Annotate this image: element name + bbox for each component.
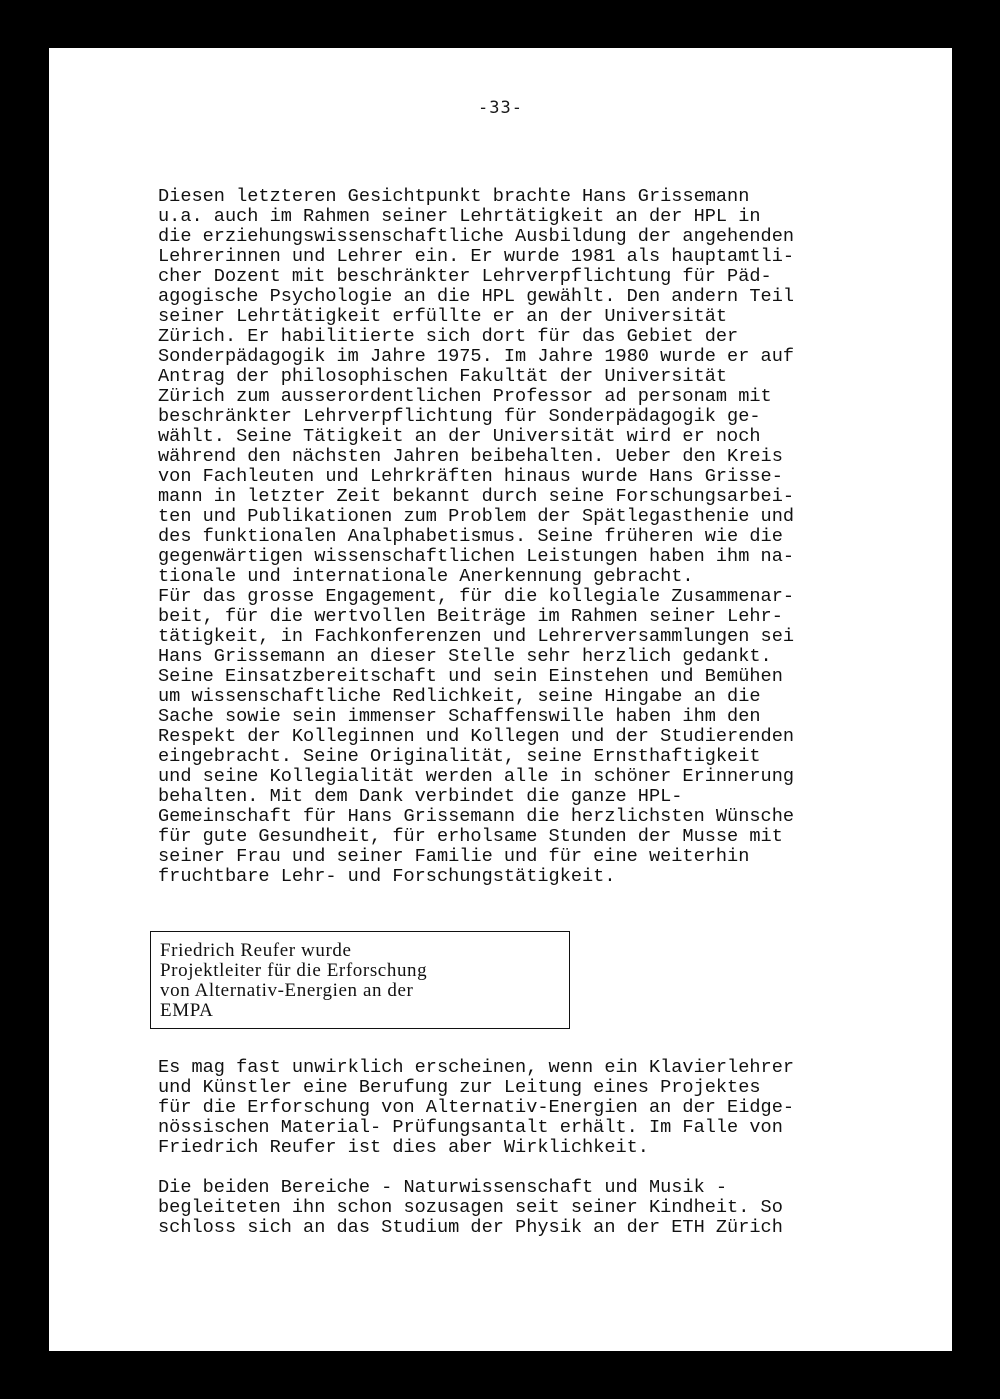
text-line: während den nächsten Jahren beibehalten. Ueber den Kreis <box>158 446 783 467</box>
text-line: mann in letzter Zeit bekannt durch seine Forschungsarbei- <box>158 486 795 507</box>
boxed-heading <box>150 931 570 1029</box>
text-line: schloss sich an das Studium der Physik an der ETH Zürich <box>158 1217 783 1238</box>
text-line: des funktionalen Analphabetismus. Seine früheren wie die <box>158 526 783 547</box>
text-line: Friedrich Reufer ist dies aber Wirklichkeit. <box>158 1137 649 1158</box>
heading-line: von Alternativ-Energien an der <box>160 980 414 1001</box>
text-line: für gute Gesundheit, für erholsame Stunden der Musse mit <box>158 826 783 847</box>
text-line: Sonderpädagogik im Jahre 1975. Im Jahre 1980 wurde er auf <box>158 346 795 367</box>
text-line: tionale und internationale Anerkennung gebracht. <box>158 566 694 587</box>
text-line: begleiteten ihn schon sozusagen seit seiner Kindheit. So <box>158 1197 783 1218</box>
text-line: Lehrerinnen und Lehrer ein. Er wurde 1981 als hauptamtli- <box>158 246 795 267</box>
text-line: u.a. auch im Rahmen seiner Lehrtätigkeit an der HPL in <box>158 206 761 227</box>
text-line: cher Dozent mit beschränkter Lehrverpflichtung für Päd- <box>158 266 772 287</box>
text-line: und Künstler eine Berufung zur Leitung eines Projektes <box>158 1077 761 1098</box>
page-number: -33- <box>478 98 523 118</box>
text-line: gegenwärtigen wissenschaftlichen Leistungen haben ihm na- <box>158 546 795 567</box>
boxed-heading-text <box>160 941 427 1021</box>
paragraph-reufer-background <box>158 1178 783 1238</box>
text-line: von Fachleuten und Lehrkräften hinaus wurde Hans Grisse- <box>158 466 783 487</box>
paragraph-grissemann <box>158 187 794 887</box>
text-line: Respekt der Kolleginnen und Kollegen und der Studierenden <box>158 726 795 747</box>
text-line: beit, für die wertvollen Beiträge im Rahmen seiner Lehr- <box>158 606 783 627</box>
text-line: tätigkeit, in Fachkonferenzen und Lehrerversammlungen sei <box>158 626 795 647</box>
text-line: eingebracht. Seine Originalität, seine Ernsthaftigkeit <box>158 746 761 767</box>
text-line: nössischen Material- Prüfungsantalt erhält. Im Falle von <box>158 1117 783 1138</box>
text-line: Sache sowie sein immenser Schaffenswille haben ihm den <box>158 706 761 727</box>
text-line: und seine Kollegialität werden alle in schöner Erinnerung <box>158 766 795 787</box>
text-line: Diesen letzteren Gesichtpunkt brachte Hans Grissemann <box>158 186 750 207</box>
text-line: fruchtbare Lehr- und Forschungstätigkeit. <box>158 866 616 887</box>
text-line: Die beiden Bereiche - Naturwissenschaft und Musik - <box>158 1177 728 1198</box>
text-line: agogische Psychologie an die HPL gewählt. Den andern Teil <box>158 286 795 307</box>
text-line: Hans Grissemann an dieser Stelle sehr herzlich gedankt. <box>158 646 772 667</box>
heading-line: EMPA <box>160 1000 214 1021</box>
text-line: Seine Einsatzbereitschaft und sein Einstehen und Bemühen <box>158 666 783 687</box>
text-line: Zürich. Er habilitierte sich dort für das Gebiet der <box>158 326 739 347</box>
document-page <box>49 48 952 1351</box>
text-line: seiner Lehrtätigkeit erfüllte er an der Universität <box>158 306 728 327</box>
text-line: die erziehungswissenschaftliche Ausbildung der angehenden <box>158 226 795 247</box>
text-line: Zürich zum ausserordentlichen Professor ad personam mit <box>158 386 772 407</box>
text-line: Antrag der philosophischen Fakultät der Universität <box>158 366 728 387</box>
text-line: beschränkter Lehrverpflichtung für Sonderpädagogik ge- <box>158 406 761 427</box>
text-line: um wissenschaftliche Redlichkeit, seine Hingabe an die <box>158 686 761 707</box>
text-line: ten und Publikationen zum Problem der Spätlegasthenie und <box>158 506 795 527</box>
paragraph-reufer-intro <box>158 1058 794 1158</box>
text-line: für die Erforschung von Alternativ-Energien an der Eidge- <box>158 1097 795 1118</box>
text-line: behalten. Mit dem Dank verbindet die ganze HPL- <box>158 786 683 807</box>
heading-line: Projektleiter für die Erforschung <box>160 960 428 981</box>
text-line: Für das grosse Engagement, für die kollegiale Zusammenar- <box>158 586 795 607</box>
text-line: seiner Frau und seiner Familie und für eine weiterhin <box>158 846 750 867</box>
text-line: Es mag fast unwirklich erscheinen, wenn ein Klavierlehrer <box>158 1057 795 1078</box>
heading-line: Friedrich Reufer wurde <box>160 940 352 961</box>
text-line: wählt. Seine Tätigkeit an der Universität wird er noch <box>158 426 761 447</box>
text-line: Gemeinschaft für Hans Grissemann die herzlichsten Wünsche <box>158 806 795 827</box>
